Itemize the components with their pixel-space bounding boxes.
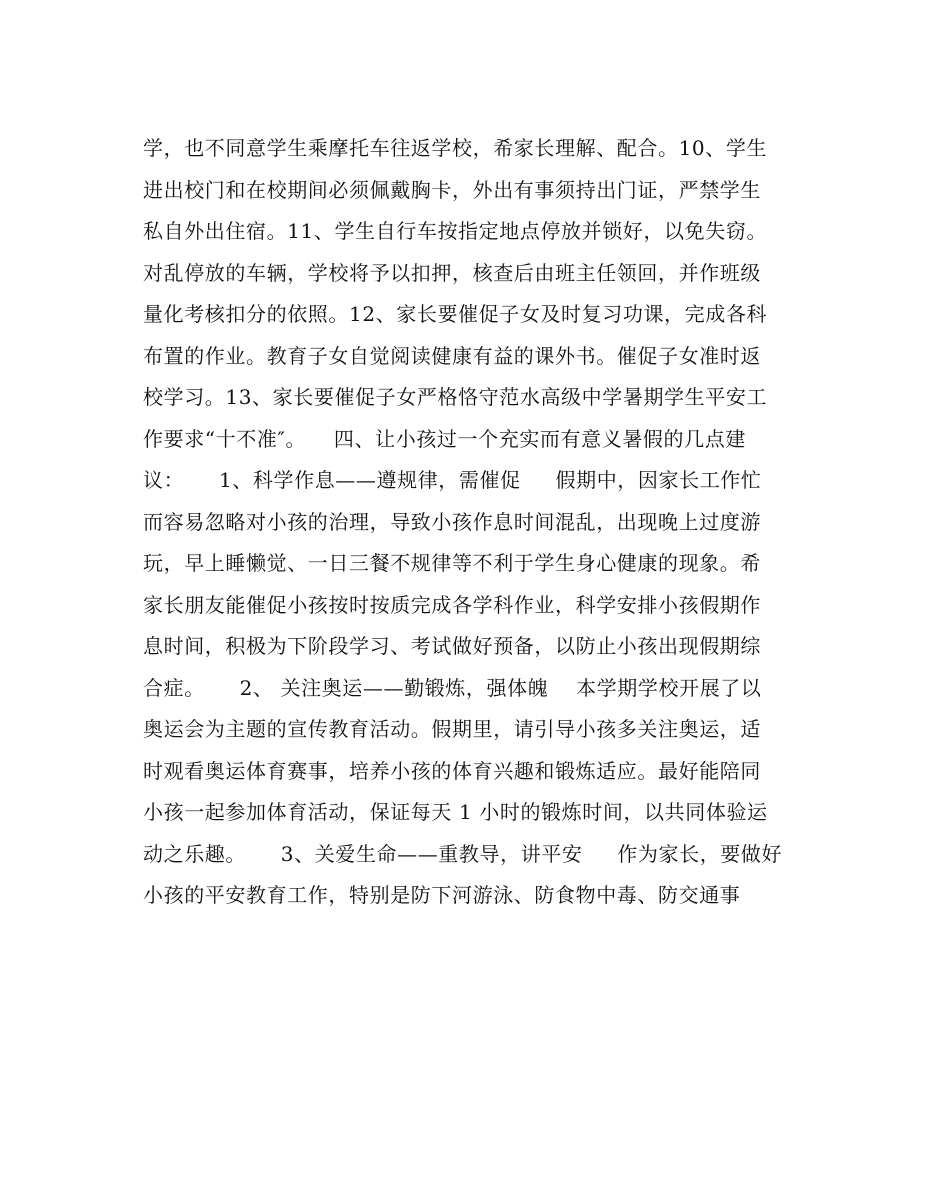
text-line: 时观看奥运体育赛事，培养小孩的体育兴趣和锻炼适应。最好能陪同 [143, 758, 761, 783]
text-line: 学，也不同意学生乘摩托车往返学校，希家长理解、配合。10、学生 [143, 136, 768, 160]
text-line: 家长朋友能催促小孩按时按质完成各学科作业，科学安排小孩假期作 [143, 592, 761, 617]
body-text [143, 128, 823, 917]
text-line: 小孩的平安教育工作，特别是防下河游泳、防食物中毒、防交通事 [143, 883, 741, 907]
text-line: 奥运会为主题的宣传教育活动。假期里，请引导小孩多关注奥运，适 [143, 717, 761, 741]
text-line: 息时间，积极为下阶段学习、考试做好预备，以防止小孩出现假期综 [143, 634, 761, 658]
text-line: 而容易忽略对小孩的治理，导致小孩作息时间混乱，出现晚上过度游 [143, 509, 761, 534]
text-line: 小孩一起参加体育活动，保证每天 1 小时的锻炼时间，以共同体验运 [143, 800, 768, 824]
text-line: 布置的作业。教育子女自觉阅读健康有益的课外书。催促子女准时返 [143, 343, 761, 368]
text-line: 对乱停放的车辆，学校将予以扣押，核查后由班主任领回，并作班级 [143, 260, 761, 285]
text-line: 进出校门和在校期间必须佩戴胸卡，外出有事须持出门证，严禁学生 [143, 177, 761, 202]
text-line: 动之乐趣。 3、关爱生命——重教导，讲平安 作为家长，要做好 [143, 841, 783, 866]
text-line: 合症。 2、 关注奥运——勤锻炼，强体魄 本学期学校开展了以 [143, 675, 762, 700]
text-line: 作要求“十不准″。 四、让小孩过一个充实而有意义暑假的几点建 [143, 426, 746, 451]
text-line: 校学习。13、家长要催促子女严格恪守范水高级中学暑期学生平安工 [143, 385, 768, 409]
text-line: 议： 1、科学作息——遵规律，需催促 假期中，因家长工作忙 [143, 468, 762, 492]
text-line: 玩，早上睡懒觉、一日三餐不规律等不利于学生身心健康的现象。希 [143, 551, 761, 575]
text-line: 量化考核扣分的依照。12、家长要催促子女及时复习功课，完成各科 [143, 302, 768, 326]
text-line: 私自外出住宿。11、学生自行车按指定地点停放并锁好，以免失窃。 [143, 219, 768, 243]
